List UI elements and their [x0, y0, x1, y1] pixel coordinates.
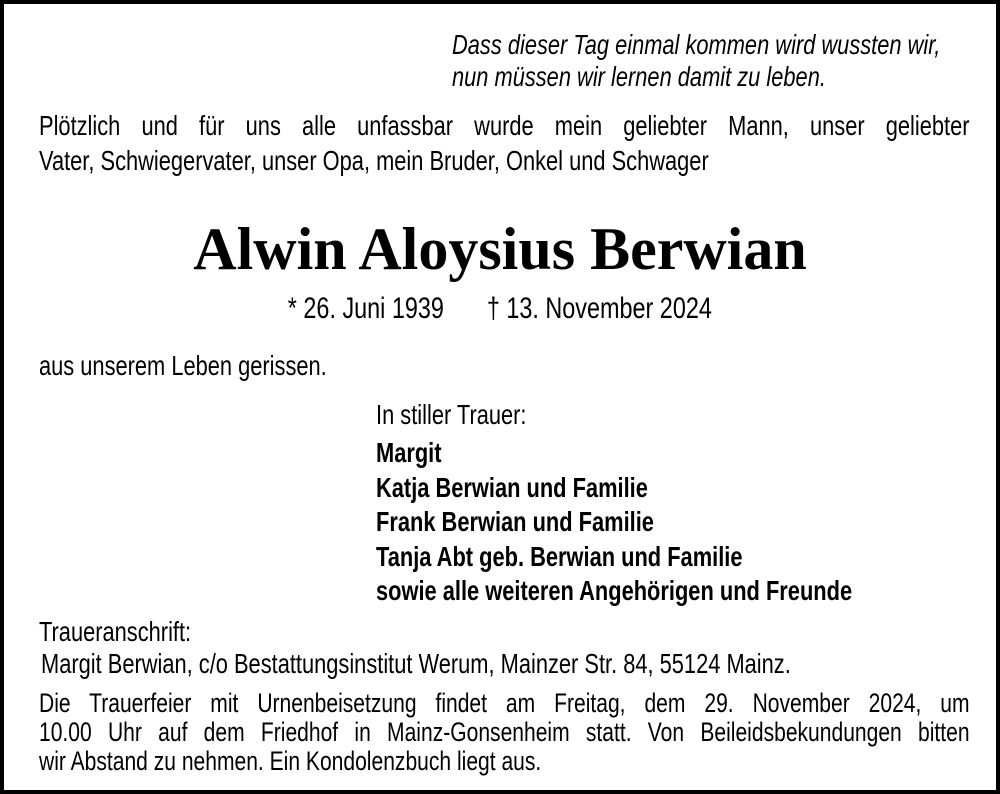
mourner-margit: Margit	[376, 437, 442, 468]
funeral-line-1: Die Trauerfeier mit Urnenbeisetzung findet am Freitag, dem 29. November 2024, um	[39, 688, 970, 718]
mourning-label: In stiller Trauer:	[376, 399, 527, 430]
mourner-katja: Katja Berwian und Familie	[376, 471, 648, 503]
opening-quote	[452, 29, 940, 93]
torn-from-life-line: aus unserem Leben gerissen.	[39, 350, 327, 381]
death-date: † 13. November 2024	[486, 292, 713, 325]
funeral-line-3: wir Abstand zu nehmen. Ein Kondolenzbuch liegt aus.	[39, 746, 542, 776]
announcement-line-1: Plötzlich und für uns alle unfassbar wurde mein geliebter Mann, unser geliebter	[39, 110, 970, 141]
mourner-others: sowie alle weiteren Angehörigen und Freunde	[376, 575, 853, 606]
condolence-address-label: Traueranschrift:	[39, 616, 192, 647]
announcement-line-2: Vater, Schwiegervater, unser Opa, mein Bruder, Onkel und Schwager	[39, 145, 709, 176]
life-dates-row	[4, 292, 996, 326]
announcement-paragraph	[39, 108, 970, 178]
funeral-info-paragraph	[39, 689, 970, 776]
quote-line-2: nun müssen wir lernen damit zu leben.	[452, 61, 826, 92]
quote-line-1: Dass dieser Tag einmal kommen wird wussten wir,	[452, 29, 941, 60]
mourners-list	[376, 436, 852, 609]
birth-date: * 26. Juni 1939	[287, 292, 445, 325]
mourner-frank: Frank Berwian und Familie	[376, 506, 654, 537]
condolence-address-line: Margit Berwian, c/o Bestattungsinstitut Werum, Mainzer Str. 84, 55124 Mainz.	[41, 648, 791, 679]
deceased-name: Alwin Aloysius Berwian	[193, 216, 807, 282]
mourner-tanja: Tanja Abt geb. Berwian und Familie	[376, 540, 743, 572]
deceased-name-row	[4, 217, 996, 281]
funeral-line-2: 10.00 Uhr auf dem Friedhof in Mainz-Gonsenheim statt. Von Beileidsbekundungen bitten	[39, 717, 970, 747]
life-dates	[288, 292, 712, 326]
